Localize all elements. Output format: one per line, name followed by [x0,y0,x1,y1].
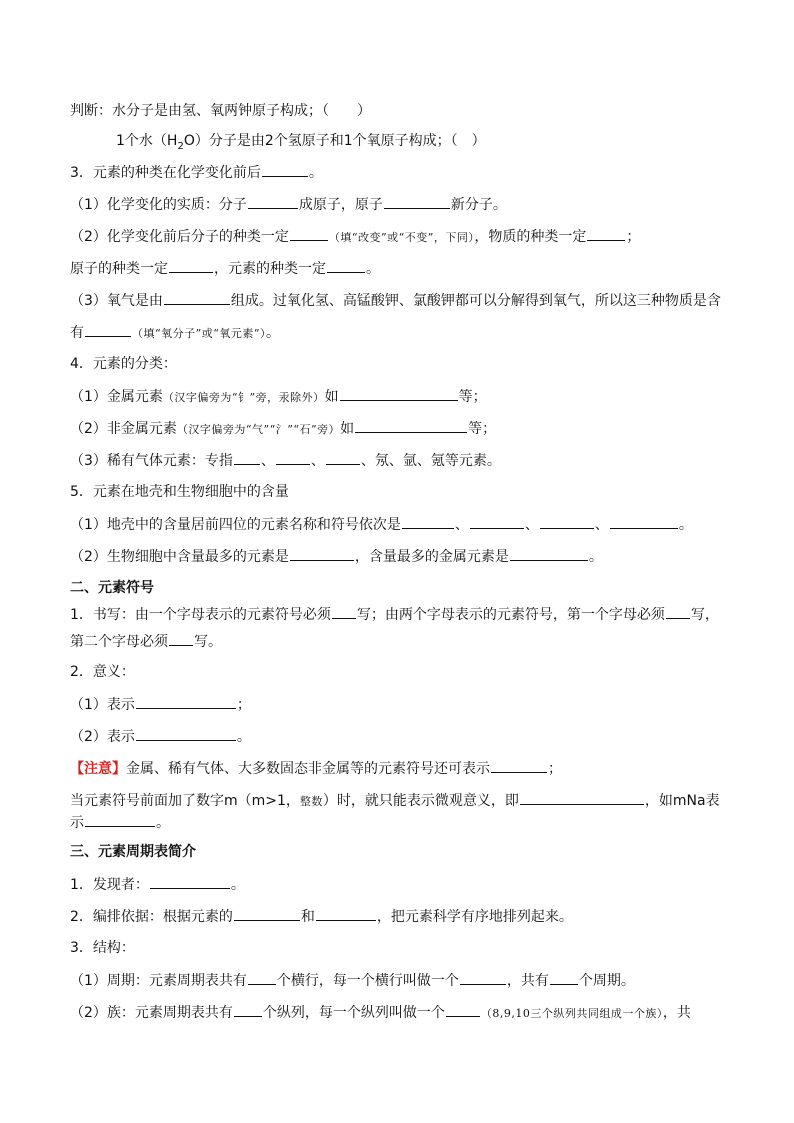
section-3-item-2-line [70,906,573,927]
answer-blank[interactable] [234,1002,262,1017]
text: 3．结构： [70,940,135,956]
answer-blank[interactable] [150,874,230,889]
item-4-2-line [70,418,496,440]
text: ； [626,229,641,245]
text: 。 [266,325,280,341]
text: 1．发现者： [70,877,149,893]
hint-text: （汉字偏旁为“气”“氵”“石”旁） [176,423,341,436]
item-5-1-line [70,514,693,535]
separator: 、 [524,517,539,533]
subscript: 2 [177,140,184,152]
separator: 、 [594,517,609,533]
text: （2）生物细胞中含量最多的元素是 [70,549,289,565]
text: 个周期。 [578,973,635,989]
hint-text: （汉字偏旁为“钅”旁，汞除外） [162,391,325,404]
text: （1）化学变化的实质：分子 [70,197,247,213]
text: ，元素的种类一定 [214,261,326,277]
answer-blank[interactable] [164,290,230,305]
answer-blank[interactable] [446,1002,480,1017]
hint-text: （填“氧分子”或“氧元素”） [132,327,266,340]
text: 第二个字母必须 [70,634,168,650]
answer-blank[interactable] [610,514,678,529]
text: 原子的种类一定 [70,261,168,277]
text: 金属、稀有气体、大多数固态非金属等的元素符号还可表示 [126,761,490,777]
answer-blank[interactable] [169,631,193,646]
section-2-item-2-2-line [70,726,251,747]
text: 3．元素的种类在化学变化前后 [70,165,261,181]
text: 个纵列，每一个纵列叫做一个 [262,1005,445,1021]
section-2-item-2-title [70,662,135,682]
text: ，共有 [506,973,549,989]
text: 2．编排依据：根据元素的 [70,909,233,925]
text: （2）表示 [70,729,135,745]
answer-blank[interactable] [234,906,300,921]
text: ）时，就只能表示微观意义，即 [322,793,519,809]
note-tag: 【注意】 [70,761,126,777]
text: 。 [230,877,245,893]
text: 写， [690,607,719,623]
separator: 、 [310,453,325,469]
section-3-item-3-1-line [70,970,635,991]
section-3-item-3-2-line [70,1002,691,1024]
text: （1）地壳中的含量居前四位的元素名称和符号依次是 [70,517,401,533]
text: 1个水（H [116,133,178,149]
section-2-item-1-line [70,604,719,625]
answer-blank[interactable] [550,970,578,985]
answer-blank[interactable] [491,758,547,773]
text: ，共 [662,1005,691,1021]
note-line-2 [70,790,720,812]
text: 1．书写：由一个字母表示的元素符号必须 [70,607,331,623]
answer-blank[interactable] [248,970,276,985]
item-4-3-line [70,450,501,471]
text: 组成。过氧化氢、高锰酸钾、氯酸钾都可以分解得到氧气，所以这三种物质是含 [230,293,721,309]
answer-blank[interactable] [248,194,298,209]
answer-blank[interactable] [326,450,360,465]
answer-blank[interactable] [332,604,356,619]
answer-blank[interactable] [316,906,376,921]
answer-blank[interactable] [327,258,365,273]
answer-blank[interactable] [136,726,236,741]
answer-blank[interactable] [510,546,588,561]
text: 和 [300,909,315,925]
item-4-title [70,354,177,374]
text: 。 [308,165,323,181]
text: 成原子，原子 [298,197,383,213]
answer-blank[interactable] [402,514,454,529]
text: 等； [468,421,497,437]
item-3-1-line [70,194,507,215]
text: 。 [588,549,603,565]
answer-blank[interactable] [85,812,155,827]
text: 。 [366,261,380,277]
section-3-heading [70,842,196,862]
text: 等； [458,389,487,405]
note-line [70,758,562,779]
text: ； [236,697,251,713]
answer-blank[interactable] [355,418,467,433]
answer-blank[interactable] [234,450,260,465]
text: （1）表示 [70,697,135,713]
text: 二、元素符号 [70,580,154,596]
answer-blank[interactable] [340,386,458,401]
section-2-item-1-line-b [70,631,222,652]
text: （2）非金属元素 [70,421,177,437]
judge-line-1 [70,101,371,121]
item-4-1-line [70,386,487,408]
text: 。 [236,729,251,745]
item-3-3-line [70,290,721,311]
text: ，物质的种类一定 [474,229,587,245]
text: 、氖、氩、氪等元素。 [360,453,501,469]
text: ； [548,761,562,777]
text: （3）氧气是由 [70,293,163,309]
text: （3）稀有气体元素：专指 [70,453,233,469]
text: ，如mNa表 [644,793,720,809]
text: ，把元素科学有序地排列起来。 [376,909,573,925]
text: 5．元素在地壳和生物细胞中的含量 [70,484,289,500]
item-5-title [70,482,289,502]
section-3-item-1-line [70,874,245,895]
answer-blank[interactable] [520,790,644,805]
answer-blank[interactable] [384,194,450,209]
answer-blank[interactable] [290,226,328,241]
judge-line-2 [116,131,486,151]
text: （1）金属元素 [70,389,163,405]
item-3-line [70,162,323,183]
text: 。 [156,815,170,831]
text: 示 [70,815,84,831]
text: 写。 [194,634,222,650]
item-3-3-line-b [70,322,280,344]
item-3-2-line-b [70,258,380,279]
text: O）分子是由2个氢原子和1个氧原子构成；（ ） [183,133,486,149]
text: （1）周期：元素周期表共有 [70,973,247,989]
text: 新分子。 [450,197,507,213]
item-3-2-line [70,226,640,248]
answer-blank[interactable] [276,450,310,465]
text: 。 [678,517,693,533]
text: （2）化学变化前后分子的种类一定 [70,229,289,245]
text: （2）族：元素周期表共有 [70,1005,233,1021]
text: ，含量最多的金属元素是 [354,549,509,565]
hint-text: （8,9,10三个纵列共同组成一个族） [480,1007,663,1020]
answer-blank[interactable] [666,604,690,619]
text: 个横行，每一个横行叫做一个 [276,973,459,989]
text: 有 [70,325,84,341]
note-line-2-b [70,812,170,833]
section-3-item-3-title [70,938,135,958]
answer-blank[interactable] [290,546,354,561]
answer-blank[interactable] [460,970,506,985]
text: 写；由两个字母表示的元素符号，第一个字母必须 [356,607,665,623]
section-2-item-2-1-line [70,694,251,715]
separator: 、 [454,517,469,533]
text: 当元素符号前面加了数字m（m>1， [70,793,300,809]
answer-blank[interactable] [136,694,236,709]
separator: 、 [260,453,275,469]
text: 4．元素的分类： [70,356,177,372]
answer-blank[interactable] [262,162,308,177]
text: 如 [340,421,355,437]
answer-blank[interactable] [540,514,594,529]
judge-statement-1: 判断：水分子是由氢、氧两钟原子构成；（ ） [70,103,371,119]
answer-blank[interactable] [169,258,213,273]
answer-blank[interactable] [587,226,625,241]
section-2-heading [70,578,154,598]
answer-blank[interactable] [85,322,131,337]
text: 如 [324,389,339,405]
text: 2．意义： [70,664,135,680]
item-5-2-line [70,546,603,567]
answer-blank[interactable] [470,514,524,529]
text: 三、元素周期表简介 [70,844,196,860]
hint-text: （填“改变”或“不变”，下同） [328,231,475,244]
hint-text: 整数 [299,795,323,808]
